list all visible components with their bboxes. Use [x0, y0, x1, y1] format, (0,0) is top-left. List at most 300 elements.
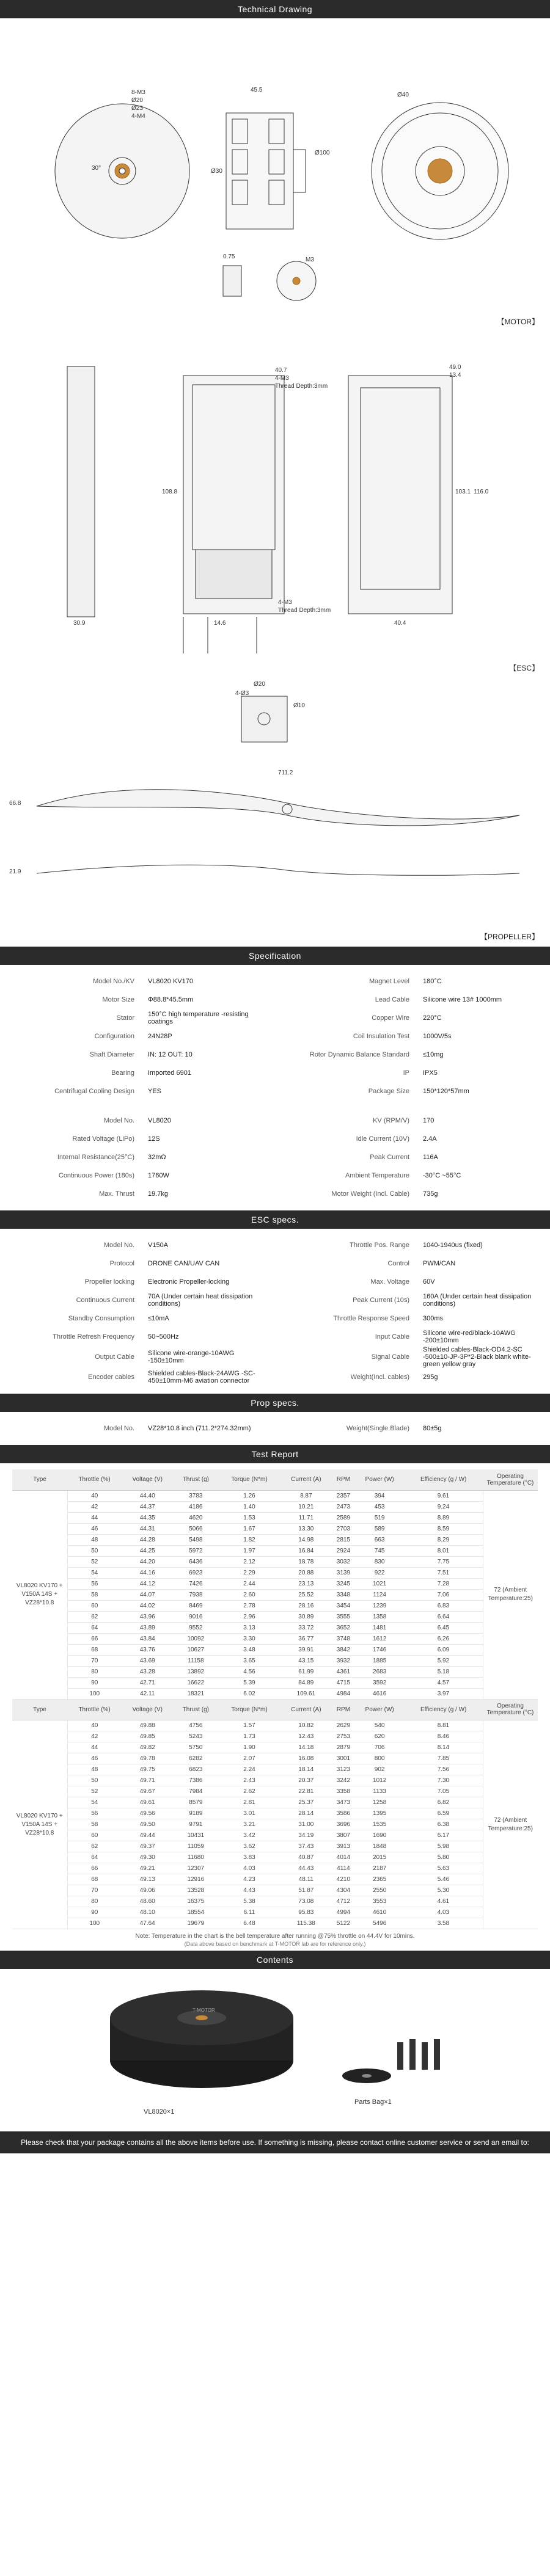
table-cell: 2.44 [218, 1578, 280, 1589]
table-cell: 706 [355, 1742, 405, 1753]
column-header: Type [12, 1469, 67, 1490]
spec-value: 220°C [423, 1014, 442, 1022]
dim-label: 103.1 [455, 489, 471, 495]
table-cell: 3.01 [218, 1808, 280, 1819]
table-cell: 5.30 [404, 1885, 483, 1896]
spec-row [0, 1148, 550, 1166]
table-cell: 64 [67, 1622, 122, 1633]
column-header: Current (A) [280, 1469, 332, 1490]
table-cell: 39.91 [280, 1644, 332, 1655]
table-cell: 4.03 [218, 1863, 280, 1874]
spec-row [0, 1009, 550, 1027]
table-cell: 5.39 [218, 1677, 280, 1688]
table-cell: 44.12 [122, 1578, 173, 1589]
table-cell: 49.61 [122, 1797, 173, 1808]
spec-key: Model No./KV [93, 978, 134, 985]
spec-key: Propeller locking [84, 1278, 134, 1286]
footer-text: Please check that your package contains all the above items before use. If something is missing, please contact online customer service or send an email to: [21, 2138, 529, 2147]
table-cell: 3.83 [218, 1852, 280, 1863]
table-cell: 2015 [355, 1852, 405, 1863]
spec-value: 170 [423, 1117, 435, 1124]
table-cell: 44 [67, 1742, 122, 1753]
contents-area [0, 1969, 550, 2128]
table-cell: 49.78 [122, 1753, 173, 1764]
table-cell: 16.08 [280, 1753, 332, 1764]
table-cell: 3932 [332, 1655, 355, 1666]
dim-label: 4-Ø3 [235, 690, 249, 697]
table-cell: 11059 [173, 1841, 218, 1852]
table-cell: 7.51 [404, 1567, 483, 1578]
table-row [12, 1863, 538, 1874]
table-cell: 44.28 [122, 1534, 173, 1545]
spec-value: 2.4A [423, 1135, 437, 1143]
spec-key: Output Cable [95, 1353, 134, 1361]
esc-caption: 【ESC】 [509, 664, 539, 672]
spec-key: Standby Consumption [68, 1315, 134, 1322]
table-cell: 2753 [332, 1731, 355, 1742]
table-cell: 48.11 [280, 1874, 332, 1885]
table-row [12, 1512, 538, 1523]
table-cell: 1012 [355, 1775, 405, 1786]
section-title: Prop specs. [251, 1398, 299, 1408]
spec-key: Coil Insulation Test [353, 1033, 409, 1040]
table-cell: 28.14 [280, 1808, 332, 1819]
spec-row [0, 1112, 550, 1130]
spec-separator [0, 1101, 550, 1112]
table-cell: 1.97 [218, 1545, 280, 1556]
table-cell: 49.06 [122, 1885, 173, 1896]
spec-row [0, 991, 550, 1009]
table-cell: 3473 [332, 1797, 355, 1808]
motor-brand-text: T-MOTOR [193, 2007, 215, 2013]
table-cell: 50 [67, 1545, 122, 1556]
table-cell: 10.21 [280, 1501, 332, 1512]
section-title: Test Report [251, 1449, 299, 1459]
test-report-header [0, 1445, 550, 1463]
table-row [12, 1523, 538, 1534]
parts-bag-label: Parts Bag×1 [354, 2098, 392, 2106]
section-title: Contents [256, 1955, 294, 1965]
spec-key: Weight(Single Blade) [346, 1425, 409, 1432]
table-cell: 1258 [355, 1797, 405, 1808]
dim-label: Ø23 [131, 105, 143, 112]
table-cell: 9791 [173, 1819, 218, 1830]
table-cell: 6.38 [404, 1819, 483, 1830]
esc-top-dims [275, 366, 328, 390]
table-cell: 13528 [173, 1885, 218, 1896]
table-row [12, 1644, 538, 1655]
spec-value: 300ms [423, 1315, 444, 1322]
spec-row [0, 1236, 550, 1254]
table-cell: 1021 [355, 1578, 405, 1589]
table-cell: 49.88 [122, 1720, 173, 1731]
spec-value: Silicone wire-orange-10AWG -150±10mm [148, 1350, 235, 1364]
test-report-wrap [0, 1463, 550, 1951]
table-cell: 37.43 [280, 1841, 332, 1852]
spec-key: Throttle Pos. Range [350, 1242, 409, 1249]
table-cell: 5972 [173, 1545, 218, 1556]
dim-label: 30° [92, 165, 101, 172]
table-cell: 800 [355, 1753, 405, 1764]
table-cell: 4304 [332, 1885, 355, 1896]
table-cell: 4610 [355, 1907, 405, 1918]
table-cell: 73.08 [280, 1896, 332, 1907]
spec-row [0, 1346, 550, 1368]
spec-key: Ambient Temperature [345, 1172, 409, 1179]
table-cell: 7.28 [404, 1578, 483, 1589]
spec-value: IPX5 [423, 1069, 438, 1077]
table-cell: 60 [67, 1830, 122, 1841]
esc-table-wrap [0, 1229, 550, 1394]
table-cell: 25.52 [280, 1589, 332, 1600]
operating-temp-cell: 72 (Ambient Temperature:25) [483, 1720, 538, 1929]
dim-label: 49.0 [449, 364, 461, 371]
table-cell: 48 [67, 1534, 122, 1545]
column-header: Type [12, 1700, 67, 1720]
table-cell: 10627 [173, 1644, 218, 1655]
spec-row [0, 1254, 550, 1273]
table-cell: 5.98 [404, 1841, 483, 1852]
table-cell: 9.61 [404, 1490, 483, 1501]
table-row [12, 1677, 538, 1688]
table-cell: 16622 [173, 1677, 218, 1688]
table-row [12, 1556, 538, 1567]
table-cell: 66 [67, 1633, 122, 1644]
spec-key: Weight(Incl. cables) [350, 1374, 409, 1381]
table-cell: 2589 [332, 1512, 355, 1523]
table-cell: 6.09 [404, 1644, 483, 1655]
table-row [12, 1545, 538, 1556]
specification-header [0, 947, 550, 965]
table-cell: 5.80 [404, 1852, 483, 1863]
esc-drawing [0, 330, 550, 678]
column-header: Current (A) [280, 1700, 332, 1720]
table-cell: 70 [67, 1885, 122, 1896]
table-cell: 40.87 [280, 1852, 332, 1863]
table-cell: 2473 [332, 1501, 355, 1512]
spec-key: Throttle Refresh Frequency [53, 1333, 134, 1341]
spec-row [0, 1064, 550, 1082]
spec-row [0, 972, 550, 991]
table-cell: 62 [67, 1841, 122, 1852]
table-cell: 5.18 [404, 1666, 483, 1677]
test-type-cell: VL8020 KV170 + V150A 14S + VZ28*10.8 [12, 1720, 67, 1929]
table-cell: 2.96 [218, 1611, 280, 1622]
table-cell: 2924 [332, 1545, 355, 1556]
table-row [12, 1589, 538, 1600]
table-cell: 44.20 [122, 1556, 173, 1567]
table-cell: 12916 [173, 1874, 218, 1885]
table-row [12, 1808, 538, 1819]
spec-row [0, 1027, 550, 1046]
column-header: Power (W) [355, 1469, 405, 1490]
table-cell: 620 [355, 1731, 405, 1742]
table-cell: 49.67 [122, 1786, 173, 1797]
table-cell: 9552 [173, 1622, 218, 1633]
table-cell: 2.07 [218, 1753, 280, 1764]
spec-key: Configuration [94, 1033, 134, 1040]
table-cell: 11158 [173, 1655, 218, 1666]
spec-row [0, 1291, 550, 1309]
table-cell: 9.24 [404, 1501, 483, 1512]
column-header: Operating Temperature (°C) [483, 1469, 538, 1490]
propeller-drawing-svg [0, 678, 550, 947]
test-note-secondary: (Data above based on benchmark at T-MOTOR lab are for reference only.) [184, 1941, 366, 1947]
spec-key: Copper Wire [372, 1014, 409, 1022]
table-cell: 23.13 [280, 1578, 332, 1589]
table-cell: 1.57 [218, 1720, 280, 1731]
spec-value: -30°C ~55°C [423, 1172, 461, 1179]
esc-table [0, 1236, 550, 1386]
table-cell: 49.71 [122, 1775, 173, 1786]
spec-value: 150°C high temperature -resisting coatings [148, 1011, 249, 1025]
prop-table [0, 1419, 550, 1438]
table-cell: 1395 [355, 1808, 405, 1819]
dim-label: 116.0 [474, 489, 489, 495]
table-cell: 7938 [173, 1589, 218, 1600]
table-cell: 5122 [332, 1918, 355, 1929]
motor-drawing [0, 18, 550, 330]
table-cell: 6.26 [404, 1633, 483, 1644]
table-cell: 1746 [355, 1644, 405, 1655]
contents-illustration [0, 1969, 550, 2128]
table-cell: 6.02 [218, 1688, 280, 1699]
table-cell: 90 [67, 1677, 122, 1688]
table-cell: 3.13 [218, 1622, 280, 1633]
dim-label: Ø20 [131, 97, 143, 104]
table-cell: 3348 [332, 1589, 355, 1600]
table-cell: 8.59 [404, 1523, 483, 1534]
table-cell: 49.30 [122, 1852, 173, 1863]
table-cell: 1124 [355, 1589, 405, 1600]
column-header: Torque (N*m) [218, 1469, 280, 1490]
spec-key: Throttle Response Speed [333, 1315, 409, 1322]
prop-table-wrap [0, 1412, 550, 1445]
table-cell: 6.11 [218, 1907, 280, 1918]
table-cell: 48.60 [122, 1896, 173, 1907]
test-groups [12, 1469, 538, 1929]
column-header: Voltage (V) [122, 1469, 173, 1490]
spec-value: 60V [423, 1278, 435, 1286]
spec-key: Bearing [111, 1069, 134, 1077]
table-cell: 20.37 [280, 1775, 332, 1786]
table-row [12, 1567, 538, 1578]
table-cell: 4.57 [404, 1677, 483, 1688]
table-cell: 2365 [355, 1874, 405, 1885]
prop-specs-header [0, 1394, 550, 1412]
table-cell: 2357 [332, 1490, 355, 1501]
table-cell: 34.19 [280, 1830, 332, 1841]
table-cell: 3.97 [404, 1688, 483, 1699]
table-cell: 2703 [332, 1523, 355, 1534]
table-cell: 44.37 [122, 1501, 173, 1512]
table-cell: 3032 [332, 1556, 355, 1567]
test-note: Note: Temperature in the chart is the bell temperature after running @75% throttle on 44.4V for 10mins. [135, 1933, 415, 1940]
spec-value: 1760W [148, 1172, 169, 1179]
table-cell: 10431 [173, 1830, 218, 1841]
table-cell: 3.30 [218, 1633, 280, 1644]
table-cell: 44.40 [122, 1490, 173, 1501]
table-cell: 109.61 [280, 1688, 332, 1699]
section-title: ESC specs. [251, 1215, 299, 1224]
spec-key: Continuous Power (180s) [58, 1172, 134, 1179]
table-cell: 3245 [332, 1578, 355, 1589]
table-cell: 5.63 [404, 1863, 483, 1874]
column-header: Operating Temperature (°C) [483, 1700, 538, 1720]
table-cell: 3783 [173, 1490, 218, 1501]
table-cell: 8.46 [404, 1731, 483, 1742]
table-cell: 1.73 [218, 1731, 280, 1742]
table-cell: 3.62 [218, 1841, 280, 1852]
table-cell: 58 [67, 1589, 122, 1600]
table-cell: 4715 [332, 1677, 355, 1688]
table-cell: 4984 [332, 1688, 355, 1699]
spec-key: Encoder cables [88, 1374, 134, 1381]
table-cell: 830 [355, 1556, 405, 1567]
column-header: Throttle (%) [67, 1700, 122, 1720]
table-cell: 453 [355, 1501, 405, 1512]
table-cell: 7.06 [404, 1589, 483, 1600]
table-cell: 4210 [332, 1874, 355, 1885]
table-cell: 8.01 [404, 1545, 483, 1556]
motor-item-label: VL8020×1 [144, 2108, 175, 2116]
table-row [12, 1797, 538, 1808]
dim-label: 4-M3 [275, 375, 289, 382]
table-cell: 18.78 [280, 1556, 332, 1567]
table-cell: 48 [67, 1764, 122, 1775]
table-row [12, 1896, 538, 1907]
technical-drawing-header [0, 0, 550, 18]
table-cell: 540 [355, 1720, 405, 1731]
table-cell: 42 [67, 1501, 122, 1512]
table-cell: 49.21 [122, 1863, 173, 1874]
spec-key: Magnet Level [369, 978, 409, 985]
table-row [12, 1786, 538, 1797]
spec-value: 116A [423, 1154, 438, 1161]
table-cell: 46 [67, 1753, 122, 1764]
table-cell: 80 [67, 1896, 122, 1907]
table-cell: 1.53 [218, 1512, 280, 1523]
table-row [12, 1885, 538, 1896]
dim-label: 4-M4 [131, 113, 145, 120]
test-type-cell: VL8020 KV170 + V150A 14S + VZ28*10.8 [12, 1490, 67, 1699]
table-cell: 56 [67, 1578, 122, 1589]
table-cell: 90 [67, 1907, 122, 1918]
column-header: Efficiency (g / W) [404, 1469, 483, 1490]
column-header: Efficiency (g / W) [404, 1700, 483, 1720]
table-cell: 22.81 [280, 1786, 332, 1797]
dim-label: 40.4 [394, 620, 406, 627]
table-cell: 20.88 [280, 1567, 332, 1578]
motor-drawing-svg [0, 18, 550, 330]
table-cell: 4.56 [218, 1666, 280, 1677]
spec-value: 24N28P [148, 1033, 172, 1040]
table-cell: 3555 [332, 1611, 355, 1622]
dim-label: 13.4 [449, 372, 461, 379]
table-cell: 2.81 [218, 1797, 280, 1808]
table-cell: 3842 [332, 1644, 355, 1655]
table-cell: 4.43 [218, 1885, 280, 1896]
motor-caption: 【MOTOR】 [497, 318, 539, 326]
table-cell: 43.15 [280, 1655, 332, 1666]
spec-value: Silicone wire 13# 1000mm [423, 996, 502, 1003]
spec-value: V150A [148, 1242, 169, 1249]
table-cell: 12.43 [280, 1731, 332, 1742]
motor-front-dims [131, 89, 145, 120]
table-row [12, 1578, 538, 1589]
spec-value: 1040-1940us (fixed) [423, 1242, 483, 1249]
table-cell: 1358 [355, 1611, 405, 1622]
table-cell: 2550 [355, 1885, 405, 1896]
table-cell: 519 [355, 1512, 405, 1523]
table-cell: 745 [355, 1545, 405, 1556]
table-cell: 9016 [173, 1611, 218, 1622]
table-cell: 100 [67, 1918, 122, 1929]
table-cell: 58 [67, 1819, 122, 1830]
table-cell: 49.13 [122, 1874, 173, 1885]
spec-key: Motor Weight (Incl. Cable) [331, 1190, 409, 1198]
table-cell: 7.05 [404, 1786, 483, 1797]
column-header: RPM [332, 1700, 355, 1720]
table-row [12, 1764, 538, 1775]
table-cell: 3913 [332, 1841, 355, 1852]
spec-key: IP [403, 1069, 409, 1077]
table-cell: 56 [67, 1808, 122, 1819]
spec-value: ≤10mg [423, 1051, 444, 1058]
spec-key: Lead Cable [375, 996, 409, 1003]
table-cell: 13.30 [280, 1523, 332, 1534]
table-cell: 40 [67, 1720, 122, 1731]
table-cell: 3553 [355, 1896, 405, 1907]
table-cell: 43.28 [122, 1666, 173, 1677]
table-cell: 3123 [332, 1764, 355, 1775]
table-cell: 95.83 [280, 1907, 332, 1918]
table-row [12, 1720, 538, 1731]
table-cell: 2879 [332, 1742, 355, 1753]
table-cell: 42.11 [122, 1688, 173, 1699]
table-cell: 49.85 [122, 1731, 173, 1742]
spec-value: Electronic Propeller-locking [148, 1278, 230, 1286]
table-cell: 54 [67, 1567, 122, 1578]
table-cell: 1481 [355, 1622, 405, 1633]
table-cell: 663 [355, 1534, 405, 1545]
table-cell: 6823 [173, 1764, 218, 1775]
table-cell: 42 [67, 1731, 122, 1742]
spec-key: Model No. [103, 1117, 134, 1124]
spec-key: Centrifugal Cooling Design [54, 1088, 134, 1095]
table-cell: 5.92 [404, 1655, 483, 1666]
table-cell: 44.35 [122, 1512, 173, 1523]
spec-key: Protocol [109, 1260, 134, 1267]
table-cell: 5750 [173, 1742, 218, 1753]
table-cell: 43.76 [122, 1644, 173, 1655]
table-cell: 3358 [332, 1786, 355, 1797]
spec-row [0, 1309, 550, 1328]
test-header-row [12, 1469, 538, 1490]
table-cell: 6923 [173, 1567, 218, 1578]
table-cell: 25.37 [280, 1797, 332, 1808]
table-cell: 3696 [332, 1819, 355, 1830]
table-cell: 2683 [355, 1666, 405, 1677]
table-row [12, 1622, 538, 1633]
parts-bag-image [342, 2039, 440, 2083]
table-row [12, 1918, 538, 1929]
spec-key: Continuous Current [76, 1297, 134, 1304]
table-cell: 1239 [355, 1600, 405, 1611]
table-cell: 4114 [332, 1863, 355, 1874]
table-cell: 44.31 [122, 1523, 173, 1534]
table-cell: 4616 [355, 1688, 405, 1699]
